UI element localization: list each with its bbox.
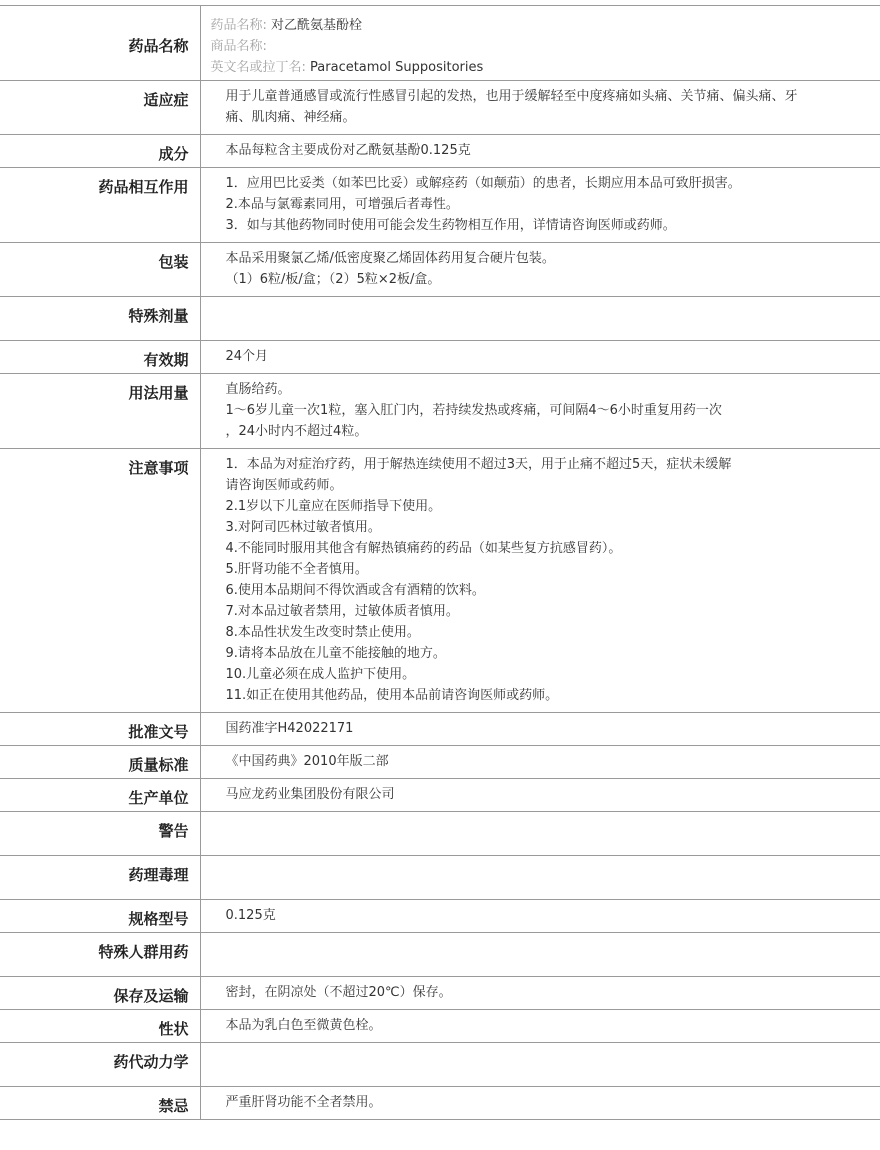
value-precautions — [200, 449, 880, 713]
row-pharmacokinetics — [0, 1043, 880, 1087]
english-name-line — [211, 57, 801, 78]
label-indications: 适应症 — [0, 81, 200, 135]
row-manufacturer — [0, 779, 880, 812]
label-contraindications: 禁忌 — [0, 1087, 200, 1120]
row-drug-name — [0, 6, 880, 81]
label-drug-name: 药品名称 — [0, 6, 200, 81]
label-special-dosage: 特殊剂量 — [0, 297, 200, 341]
precaution-line: 1．本品为对症治疗药，用于解热连续使用不超过3天，用于止痛不超过5天，症状未缓解 — [225, 457, 732, 472]
value-warning — [200, 812, 880, 856]
value-drug-names — [200, 6, 880, 81]
trade-name-key: 商品名称: — [210, 39, 267, 54]
precaution-line: 8.本品性状发生改变时禁止使用。 — [225, 625, 420, 640]
label-standard: 质量标准 — [0, 746, 200, 779]
row-approval — [0, 713, 880, 746]
value-contraindications: 严重肝肾功能不全者禁用。 — [200, 1087, 880, 1120]
indications-text: 用于儿童普通感冒或流行性感冒引起的发热，也用于缓解轻至中度疼痛如头痛、关节痛、偏头痛、牙痛、肌肉痛、神经痛。 — [225, 89, 798, 125]
value-shelf-life: 24个月 — [200, 341, 880, 374]
label-storage: 保存及运输 — [0, 977, 200, 1010]
drug-name-value: 对乙酰氨基酚栓 — [271, 18, 363, 33]
label-approval: 批准文号 — [0, 713, 200, 746]
row-ingredients — [0, 135, 880, 168]
value-storage: 密封，在阴凉处（不超过20℃）保存。 — [200, 977, 880, 1010]
row-storage — [0, 977, 880, 1010]
row-usage — [0, 374, 880, 449]
drug-info-table — [0, 5, 880, 1120]
row-interactions — [0, 168, 880, 243]
label-specification: 规格型号 — [0, 900, 200, 933]
value-approval: 国药准字H42022171 — [200, 713, 880, 746]
value-interactions — [200, 168, 880, 243]
precaution-line: 4.不能同时服用其他含有解热镇痛药的药品（如某些复方抗感冒药）。 — [225, 541, 622, 556]
label-precautions: 注意事项 — [0, 449, 200, 713]
label-interactions: 药品相互作用 — [0, 168, 200, 243]
english-name-key: 英文名或拉丁名: — [210, 60, 306, 75]
label-shelf-life: 有效期 — [0, 341, 200, 374]
english-name-value: Paracetamol Suppositories — [310, 60, 484, 75]
value-ingredients: 本品每粒含主要成份对乙酰氨基酚0.125克 — [200, 135, 880, 168]
precaution-line: 9.请将本品放在儿童不能接触的地方。 — [225, 646, 446, 661]
value-usage — [200, 374, 880, 449]
label-warning: 警告 — [0, 812, 200, 856]
value-pharmacology — [200, 856, 880, 900]
precaution-line: 5.肝肾功能不全者慎用。 — [225, 562, 368, 577]
trade-name-line — [211, 36, 801, 57]
precaution-line: 3.对阿司匹林过敏者慎用。 — [225, 520, 381, 535]
row-packaging — [0, 243, 880, 297]
row-standard — [0, 746, 880, 779]
packaging-line: （1）6粒/板/盒；（2）5粒×2板/盒。 — [225, 272, 441, 287]
label-pharmacokinetics: 药代动力学 — [0, 1043, 200, 1087]
drug-name-key: 药品名称: — [210, 18, 267, 33]
label-packaging: 包装 — [0, 243, 200, 297]
precaution-line: 2.1岁以下儿童应在医师指导下使用。 — [225, 499, 442, 514]
label-pharmacology: 药理毒理 — [0, 856, 200, 900]
row-warning — [0, 812, 880, 856]
usage-line: 直肠给药。 — [225, 382, 291, 397]
value-description: 本品为乳白色至微黄色栓。 — [200, 1010, 880, 1043]
value-special-population — [200, 933, 880, 977]
label-usage: 用法用量 — [0, 374, 200, 449]
packaging-line: 本品采用聚氯乙烯/低密度聚乙烯固体药用复合硬片包装。 — [225, 251, 555, 266]
usage-line: ，24小时内不超过4粒。 — [225, 424, 368, 439]
value-specification: 0.125克 — [200, 900, 880, 933]
row-description — [0, 1010, 880, 1043]
label-manufacturer: 生产单位 — [0, 779, 200, 812]
row-contraindications — [0, 1087, 880, 1120]
usage-line: 1～6岁儿童一次1粒，塞入肛门内，若持续发热或疼痛，可间隔4～6小时重复用药一次 — [225, 403, 722, 418]
row-indications — [0, 81, 880, 135]
value-standard: 《中国药典》2010年版二部 — [200, 746, 880, 779]
label-description: 性状 — [0, 1010, 200, 1043]
row-specification — [0, 900, 880, 933]
row-shelf-life — [0, 341, 880, 374]
value-pharmacokinetics — [200, 1043, 880, 1087]
precaution-line: 6.使用本品期间不得饮酒或含有酒精的饮料。 — [225, 583, 485, 598]
drug-name-line — [211, 15, 801, 36]
value-indications — [200, 81, 880, 135]
precaution-line: 7.对本品过敏者禁用，过敏体质者慎用。 — [225, 604, 459, 619]
precaution-line: 请咨询医师或药师。 — [225, 478, 343, 493]
row-special-population — [0, 933, 880, 977]
row-pharmacology — [0, 856, 880, 900]
label-ingredients: 成分 — [0, 135, 200, 168]
interaction-line: 1．应用巴比妥类（如苯巴比妥）或解痉药（如颠茄）的患者，长期应用本品可致肝损害。 — [225, 176, 741, 191]
label-special-population: 特殊人群用药 — [0, 933, 200, 977]
value-packaging — [200, 243, 880, 297]
interaction-line: 2.本品与氯霉素同用，可增强后者毒性。 — [225, 197, 459, 212]
row-special-dosage — [0, 297, 880, 341]
precaution-line: 11.如正在使用其他药品，使用本品前请咨询医师或药师。 — [225, 688, 559, 703]
precaution-line: 10.儿童必须在成人监护下使用。 — [225, 667, 416, 682]
value-manufacturer: 马应龙药业集团股份有限公司 — [200, 779, 880, 812]
value-special-dosage — [200, 297, 880, 341]
interaction-line: 3．如与其他药物同时使用可能会发生药物相互作用，详情请咨询医师或药师。 — [225, 218, 676, 233]
row-precautions — [0, 449, 880, 713]
